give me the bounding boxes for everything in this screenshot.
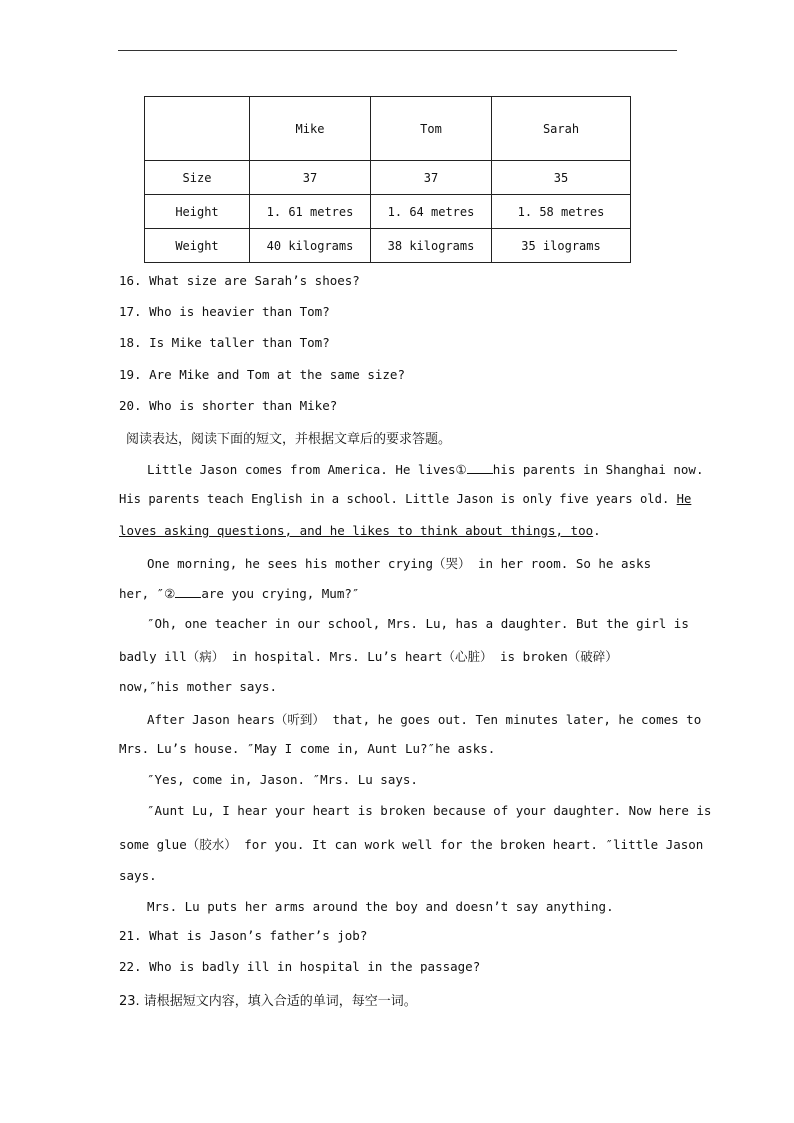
passage-line: Mrs. Lu puts her arms around the boy and doesn’t say anything. (147, 899, 614, 914)
passage-line: ″Yes, come in, Jason. ″Mrs. Lu says. (147, 772, 418, 787)
table-cell: 38 kilograms (371, 229, 492, 263)
passage-line: some glue（胶水） for you. It can work well for the broken heart. ″little Jason (119, 837, 704, 852)
passage-line (147, 461, 703, 477)
passage-text: Little Jason comes from America. He lives① (147, 462, 467, 477)
table-row (145, 195, 631, 229)
table-header-cell: Sarah (492, 97, 631, 161)
passage-line: says. (119, 868, 157, 883)
passage-line: ″Oh, one teacher in our school, Mrs. Lu, has a daughter. But the girl is (147, 616, 689, 631)
table-cell: 35 (492, 161, 631, 195)
passage-line: badly ill（病） in hospital. Mrs. Lu’s heart（心脏） is broken（破碎） (119, 649, 618, 664)
table-cell: 35 ilograms (492, 229, 631, 263)
question-17: 17. Who is heavier than Tom? (119, 304, 330, 319)
question-19: 19. Are Mike and Tom at the same size? (119, 367, 405, 382)
table-cell: 1. 58 metres (492, 195, 631, 229)
table-cell: 40 kilograms (250, 229, 371, 263)
passage-line: now,″his mother says. (119, 679, 278, 694)
blank-1 (467, 461, 493, 474)
table-row (145, 161, 631, 195)
passage-text: her, ″② (119, 586, 176, 601)
section-title: 阅读表达，阅读下面的短文，并根据文章后的要求答题。 (126, 432, 452, 447)
passage-line (119, 585, 359, 601)
blank-2 (175, 585, 201, 598)
underlined-text: He (676, 492, 692, 506)
passage-line (119, 492, 691, 506)
question-20: 20. Who is shorter than Mike? (119, 398, 338, 413)
question-21: 21. What is Jason’s father’s job? (119, 928, 368, 943)
question-23: 23. 请根据短文内容，填入合适的单词，每空一词。 (119, 994, 417, 1009)
comparison-table (144, 96, 631, 263)
table-header-row (145, 97, 631, 161)
passage-text: are you crying, Mum?″ (201, 586, 360, 601)
table-cell: 37 (250, 161, 371, 195)
table-header-cell: Tom (371, 97, 492, 161)
table-cell: Size (145, 161, 250, 195)
header-rule (118, 50, 677, 51)
table-cell: Weight (145, 229, 250, 263)
table-cell: 1. 64 metres (371, 195, 492, 229)
passage-line: One morning, he sees his mother crying（哭） in her room. So he asks (147, 556, 652, 571)
table-row (145, 229, 631, 263)
question-16: 16. What size are Sarah’s shoes? (119, 273, 360, 288)
question-22: 22. Who is badly ill in hospital in the passage? (119, 959, 481, 974)
table-cell: 37 (371, 161, 492, 195)
passage-text: his parents in Shanghai now. (492, 462, 704, 477)
table-cell: 1. 61 metres (250, 195, 371, 229)
passage-line (119, 523, 601, 538)
table-header-cell: Mike (250, 97, 371, 161)
passage-text: His parents teach English in a school. Little Jason is only five years old. (119, 492, 677, 506)
underlined-text: loves asking questions, and he likes to think about things, too (119, 523, 594, 538)
passage-line: Mrs. Lu’s house. ″May I come in, Aunt Lu?″he asks. (119, 741, 496, 756)
passage-line: After Jason hears（听到） that, he goes out. Ten minutes later, he comes to (147, 712, 702, 727)
passage-line: ″Aunt Lu, I hear your heart is broken because of your daughter. Now here is (147, 803, 712, 818)
question-18: 18. Is Mike taller than Tom? (119, 335, 330, 350)
passage-text: . (593, 523, 601, 538)
table-header-cell (145, 97, 250, 161)
table-cell: Height (145, 195, 250, 229)
